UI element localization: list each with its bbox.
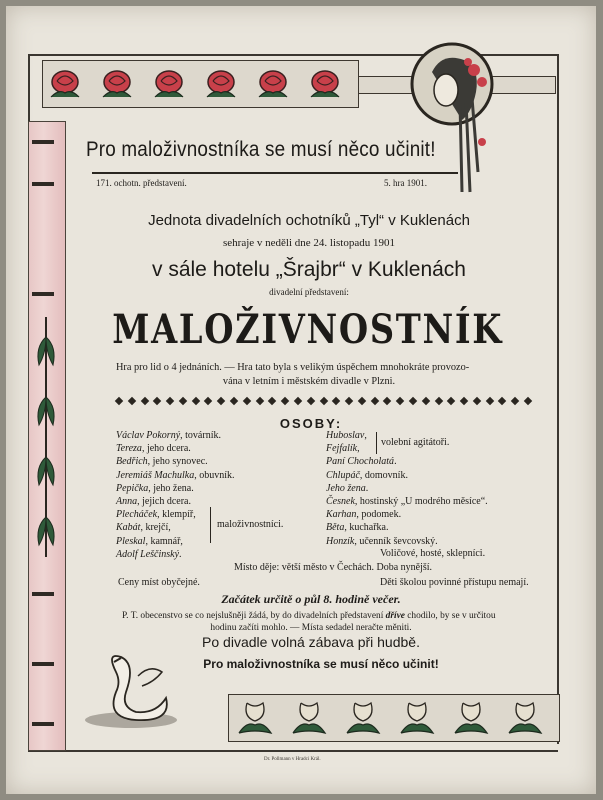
cast-entry bbox=[116, 456, 208, 467]
cast-entry bbox=[116, 443, 191, 454]
notice-emphasis: dříve bbox=[385, 611, 405, 621]
start-line: Začátek určitě o půl 8. hodině večer. bbox=[221, 592, 401, 606]
cast-entry bbox=[116, 470, 235, 481]
play-description-2: vána v letním i městském divadle v Plzni. bbox=[222, 376, 396, 387]
prices-line: Ceny míst obyčejné. bbox=[118, 577, 200, 588]
cast-entry bbox=[326, 483, 368, 494]
cast-role: , jeho dcera. bbox=[141, 443, 191, 455]
cast-name: Adolf Leščinský bbox=[116, 548, 180, 560]
right-group-label: volební agitátoři. bbox=[381, 437, 450, 448]
cast-name: Bedřich bbox=[116, 456, 148, 468]
cast-role: . bbox=[365, 482, 369, 494]
frame-left-line bbox=[28, 54, 30, 124]
cast-name: Tereza bbox=[116, 443, 142, 455]
cast-name: Jeremiáš Machulka bbox=[116, 469, 195, 481]
extras-line: Voličové, hosté, sklepníci. bbox=[380, 548, 486, 559]
cast-name: Pepička bbox=[116, 482, 149, 494]
cast-entry bbox=[326, 522, 388, 533]
border-bar bbox=[32, 722, 54, 726]
left-group-brace bbox=[210, 507, 211, 543]
play-title: MALOŽIVNOSTNÍK bbox=[112, 306, 504, 353]
printer-line: Dr. Pollmann v Hradci Král. bbox=[264, 757, 321, 762]
performance-number: 171. ochotn. představení. bbox=[96, 178, 187, 188]
rose-icons bbox=[43, 61, 358, 107]
frame-bottom-line bbox=[28, 750, 558, 752]
subtitle-line: divadelní představení: bbox=[269, 287, 349, 297]
cast-role: , jejich dcera. bbox=[137, 496, 191, 507]
cast-name: Chlupáč bbox=[326, 469, 360, 481]
cast-name: Běta bbox=[326, 522, 345, 534]
cast-entry bbox=[116, 522, 171, 533]
closing-line: Pro maloživnostníka se musí něco učinit! bbox=[203, 657, 439, 671]
notice-line-1 bbox=[122, 611, 496, 621]
cast-role: , bbox=[364, 430, 367, 441]
border-bar bbox=[32, 140, 54, 144]
tulip-icons bbox=[229, 695, 559, 741]
right-group-brace bbox=[376, 432, 377, 454]
header-title: Pro maloživnostníka se musí něco učinit! bbox=[86, 138, 436, 161]
cast-role: . bbox=[394, 456, 397, 468]
cast-name: Honzík bbox=[326, 535, 355, 547]
cast-role: , kuchařka. bbox=[344, 522, 389, 534]
cast-entry bbox=[116, 509, 196, 520]
cast-name: Česnek bbox=[326, 496, 355, 507]
rose-frieze bbox=[42, 60, 359, 108]
poster-sheet bbox=[6, 6, 596, 794]
cast-name: Pleskal bbox=[116, 535, 146, 547]
society-line: Jednota divadelních ochotníků „Tyl“ v Kuklenách bbox=[148, 212, 470, 229]
cast-name: Plecháček bbox=[116, 509, 158, 521]
cast-role: , jeho žena. bbox=[148, 482, 194, 494]
cast-entry bbox=[116, 496, 191, 507]
cast-name: Anna bbox=[116, 496, 138, 507]
cast-heading: OSOBY: bbox=[279, 416, 343, 431]
cast-entry bbox=[326, 430, 367, 441]
cast-role: , jeho synovec. bbox=[147, 456, 208, 468]
border-bar bbox=[32, 182, 54, 186]
cast-name: Václav Pokorný bbox=[116, 430, 181, 441]
venue-line: v sále hotelu „Šrajbr“ v Kuklenách bbox=[152, 258, 466, 281]
notice-part-c: chodilo, by se v určitou bbox=[407, 611, 496, 621]
play-description-1: Hra pro lid o 4 jednáních. — Hra tato byla s velikým úspěchem mnohokráte provozo- bbox=[116, 362, 470, 373]
notice-line-2: hodinu začíti mohlo. — Místa sedadel neračte měniti. bbox=[210, 623, 412, 633]
stylized-plant-icon bbox=[33, 317, 59, 557]
notice-part-a: P. T. obecenstvo se co nejslušněji žádá, by do divadelních představení bbox=[122, 611, 384, 621]
cast-entry bbox=[326, 496, 488, 507]
place-line: Místo děje: větší město v Čechách. Doba nynější. bbox=[234, 562, 433, 573]
cast-entry bbox=[326, 456, 397, 467]
tulip-frieze bbox=[228, 694, 560, 742]
cast-entry bbox=[116, 536, 183, 547]
cast-entry bbox=[326, 536, 438, 547]
cast-name: Jeho žena bbox=[326, 482, 366, 494]
cast-name: Kabát bbox=[116, 522, 141, 534]
cast-name: Karhan bbox=[326, 509, 357, 521]
cast-role: , podomek. bbox=[356, 509, 402, 521]
cast-entry bbox=[326, 509, 401, 520]
cast-role: , hostinský „U modrého měsíce“. bbox=[354, 496, 488, 507]
cast-role: , klempíř, bbox=[157, 509, 196, 521]
cast-entry bbox=[116, 483, 194, 494]
after-show-line: Po divadle volná zábava při hudbě. bbox=[202, 634, 420, 650]
cast-role: , učenník ševcovský. bbox=[354, 535, 438, 547]
cast-name: Fejfalík bbox=[326, 443, 358, 455]
cast-entry bbox=[116, 430, 221, 441]
cast-entry bbox=[116, 549, 182, 560]
left-group-label: maloživnostníci. bbox=[217, 519, 284, 530]
diamond-divider bbox=[116, 396, 531, 406]
header-rule bbox=[92, 172, 458, 174]
cast-entry bbox=[326, 443, 360, 454]
cast-role: , bbox=[357, 443, 360, 455]
cast-role: , továrník. bbox=[180, 430, 221, 441]
cast-role: , krejčí, bbox=[140, 522, 171, 534]
date-line: sehraje v neděli dne 24. listopadu 1901 bbox=[223, 237, 395, 249]
cast-role: , domovník. bbox=[359, 469, 408, 481]
cast-role: , obuvník. bbox=[194, 469, 235, 481]
cast-role: . bbox=[179, 548, 182, 560]
play-number: 5. hra 1901. bbox=[384, 178, 427, 188]
swan-icon bbox=[76, 652, 186, 734]
children-line: Děti školou povinné přístupu nemají. bbox=[380, 577, 529, 588]
cast-name: Paní Chocholatá bbox=[326, 456, 395, 468]
cast-name: Huboslav bbox=[326, 430, 365, 441]
cast-entry bbox=[326, 470, 408, 481]
cast-role: , kamnář, bbox=[145, 535, 183, 547]
